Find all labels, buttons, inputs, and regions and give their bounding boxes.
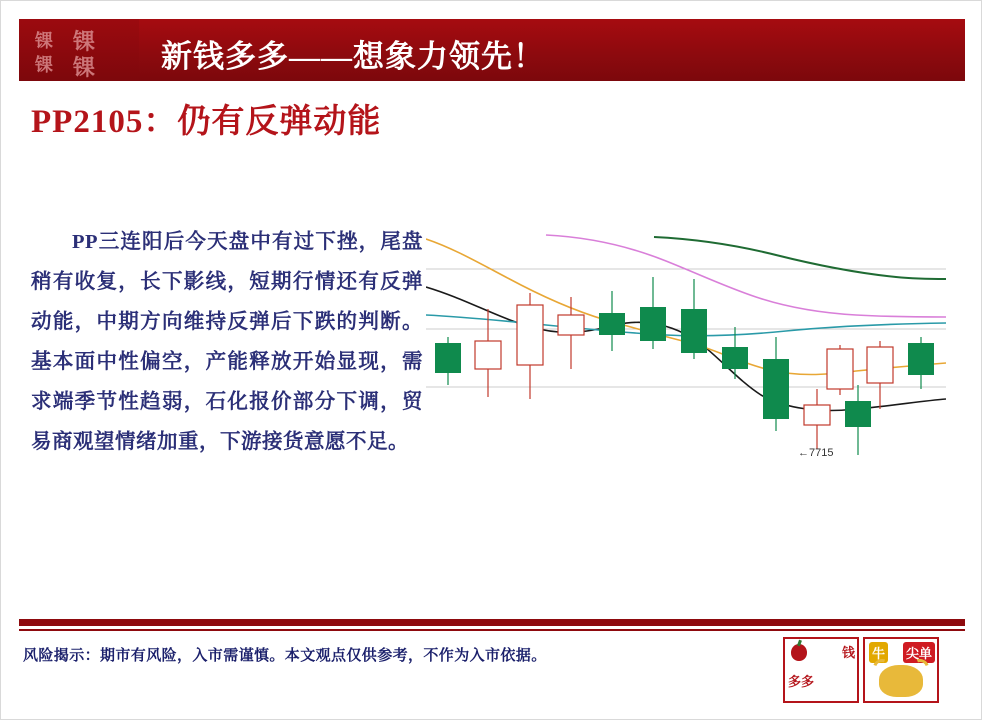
seal-char-2: 锞 xyxy=(73,29,97,54)
seal-char-3: 锞 xyxy=(35,55,54,75)
candle-7 xyxy=(681,279,707,359)
candle-10 xyxy=(804,389,830,449)
footer-rule-thin xyxy=(19,629,965,631)
footer-logo2-badge2: 尖单 xyxy=(903,642,935,663)
ma-line-green xyxy=(654,237,946,279)
candle-1 xyxy=(435,337,461,385)
header-title: 新钱多多——想象力领先！ xyxy=(161,39,545,74)
candle-5 xyxy=(599,291,625,351)
candle-6 xyxy=(640,277,666,349)
footer-logo-qianduoduo xyxy=(783,637,859,703)
footer-rule-thick xyxy=(19,619,965,626)
candle-12 xyxy=(827,345,853,395)
candle-9 xyxy=(763,337,789,431)
footer-logo-niujiandan xyxy=(863,637,939,703)
seal-char-1: 锞 xyxy=(35,31,54,51)
page-title: PP2105：仍有反弹动能 xyxy=(31,104,382,140)
footer-logo-top-text: 钱 xyxy=(841,645,855,660)
price-annotation: ←7715 xyxy=(798,447,834,459)
candle-4 xyxy=(558,297,584,369)
footer-logo-bottom-text: 多多 xyxy=(788,674,815,689)
seal-char-4: 锞 xyxy=(73,55,97,80)
body-paragraph: PP三连阳后今天盘中有过下挫，尾盘稍有收复，长下影线，短期行情还有反弹动能，中期方向维持反弹后下跌的判断。基本面中性偏空，产能释放开始显现，需求端季节性趋弱，石化报价部分下调，贸易商观望情绪加重，下游接货意愿不足。 xyxy=(31,231,423,453)
chart-svg xyxy=(426,219,946,499)
header-logo-seal xyxy=(19,19,139,81)
candle-13 xyxy=(867,341,893,409)
bull-icon xyxy=(879,665,923,697)
candle-11 xyxy=(845,385,871,455)
footer-disclaimer: 风险揭示：期市有风险，入市需谨慎。本文观点仅供参考，不作为入市依据。 xyxy=(23,648,547,664)
footer-logo2-badge: 牛 xyxy=(869,642,888,663)
candle-series xyxy=(435,277,934,455)
candle-3 xyxy=(517,293,543,399)
candle-14 xyxy=(908,337,934,389)
candlestick-chart xyxy=(426,219,946,499)
candle-2 xyxy=(475,309,501,397)
